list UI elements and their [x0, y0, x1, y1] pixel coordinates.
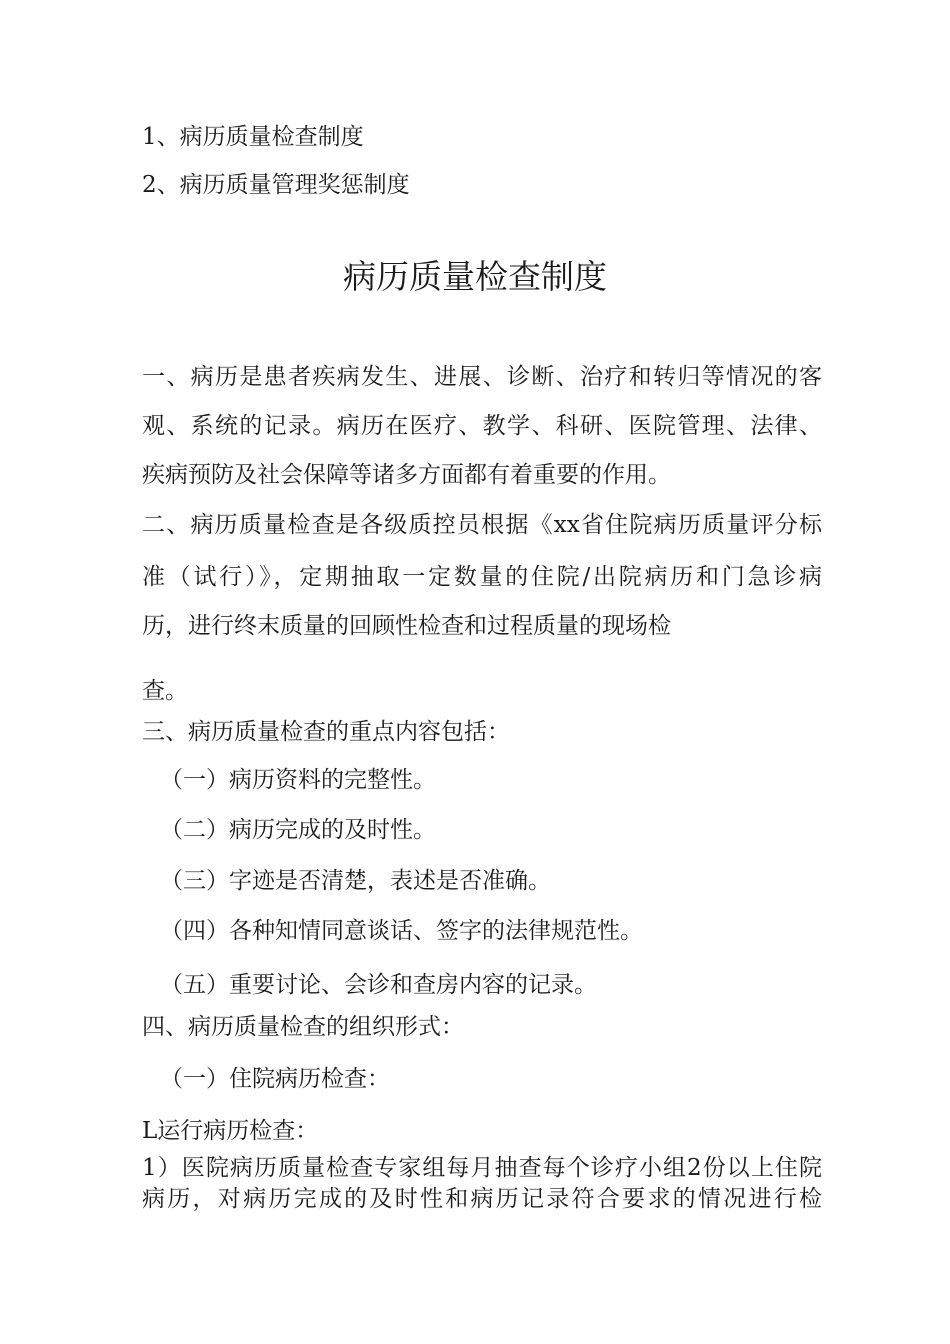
list-item: （三）字迹是否清楚，表述是否准确。 [160, 868, 551, 894]
paragraph-line: 历，进行终末质量的回顾性检查和过程质量的现场检 [142, 613, 671, 639]
paragraph-line: 准（试行）》，定期抽取一定数量的住院/出院病历和门急诊病 [142, 564, 822, 590]
paragraph-line: 疾病预防及社会保障等诸多方面都有着重要的作用。 [142, 462, 671, 488]
section-heading: 四、病历质量检查的组织形式： [142, 1014, 464, 1040]
section-heading: 三、病历质量检查的重点内容包括： [142, 719, 510, 745]
list-item: （二）病历完成的及时性。 [160, 817, 436, 843]
paragraph-line: 观、系统的记录。病历在医疗、教学、科研、医院管理、法律、 [142, 413, 822, 439]
paragraph-line: 一、病历是患者疾病发生、进展、诊断、治疗和转归等情况的客 [142, 364, 822, 390]
paragraph-line: 1）医院病历质量检查专家组每月抽查每个诊疗小组2份以上住院 [142, 1155, 822, 1181]
sub-sub-heading: L运行病历检查： [142, 1118, 319, 1144]
toc-item-2: 2、病历质量管理奖惩制度 [142, 172, 410, 198]
sub-heading: （一）住院病历检查： [160, 1066, 390, 1092]
paragraph-line: 二、病历质量检查是各级质控员根据《xx省住院病历质量评分标 [142, 512, 822, 538]
toc-item-1: 1、病历质量检查制度 [142, 124, 364, 150]
paragraph-line: 查。 [142, 678, 188, 704]
list-item: （五）重要讨论、会诊和查房内容的记录。 [160, 972, 597, 998]
paragraph-line: 病历，对病历完成的及时性和病历记录符合要求的情况进行检 [142, 1186, 822, 1212]
document-title: 病历质量检查制度 [343, 257, 607, 296]
list-item: （一）病历资料的完整性。 [160, 767, 436, 793]
list-item: （四）各种知情同意谈话、签字的法律规范性。 [160, 918, 643, 944]
